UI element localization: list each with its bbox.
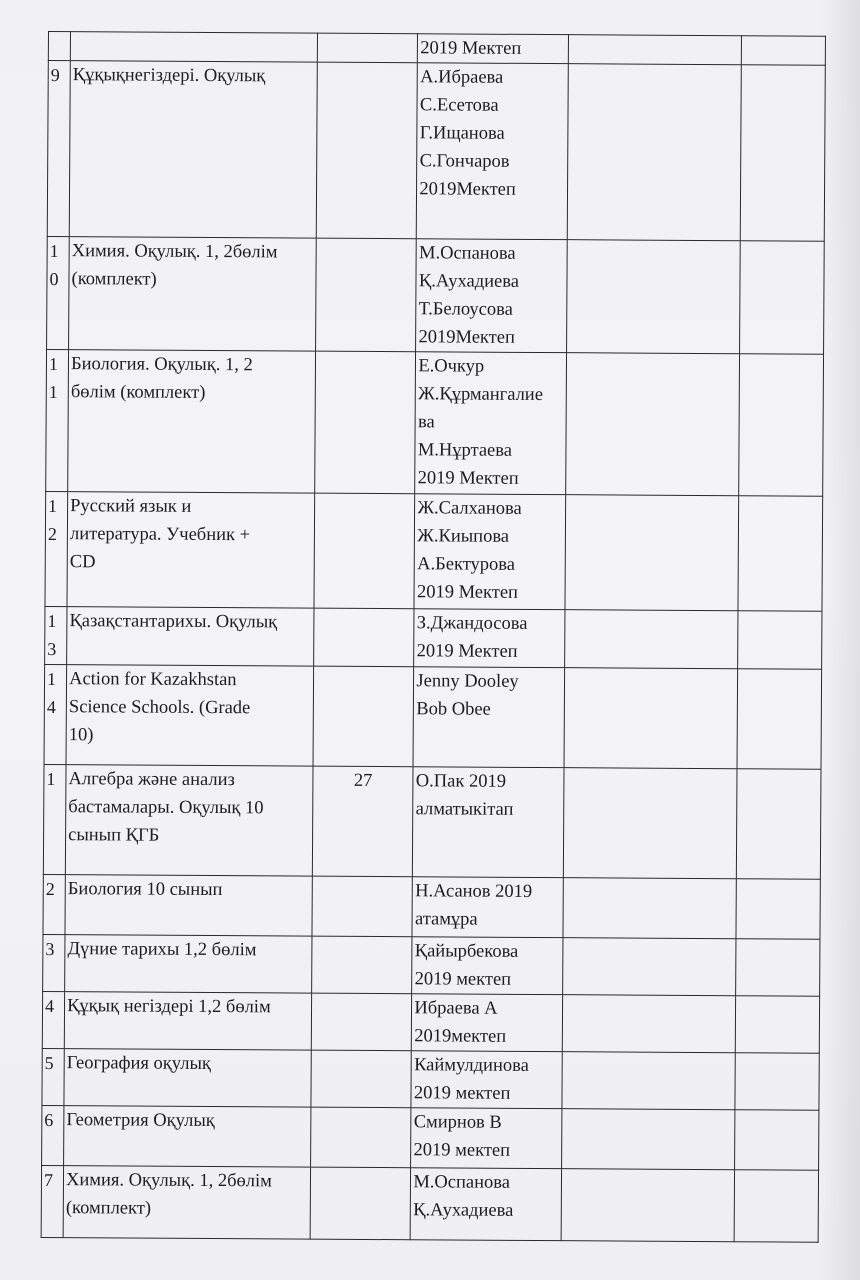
quantity: 27 xyxy=(312,766,413,877)
quantity xyxy=(311,993,412,1051)
empty-cell xyxy=(736,879,821,940)
book-title: Биология 10 сынып xyxy=(65,875,312,937)
row-number: 13 xyxy=(45,606,67,664)
book-title: Құқық негіздері 1,2 бөлім xyxy=(64,992,311,1051)
quantity xyxy=(312,876,413,937)
table-row xyxy=(41,1165,818,1242)
author-publisher: М.Оспанова Қ.Аухадиева Т.Белоусова 2019Мектеп xyxy=(416,239,567,353)
author-publisher: О.Пак 2019 алматыкітап xyxy=(413,767,564,878)
quantity xyxy=(314,493,415,609)
quantity xyxy=(313,666,414,767)
empty-cell xyxy=(736,769,821,880)
quantity xyxy=(315,351,416,494)
table-row xyxy=(47,236,825,354)
quantity xyxy=(312,936,413,994)
empty-cell xyxy=(563,768,736,879)
table-row xyxy=(43,934,820,996)
row-number: 12 xyxy=(45,491,68,606)
empty-cell xyxy=(561,1169,734,1242)
row-number: 7 xyxy=(41,1165,64,1237)
book-title: Русский язык и литература. Учебник + CD xyxy=(67,492,315,609)
table-row xyxy=(48,32,825,66)
empty-cell xyxy=(562,1109,735,1170)
empty-cell xyxy=(567,240,740,354)
empty-cell xyxy=(735,1053,820,1111)
empty-cell xyxy=(735,939,820,997)
table-row xyxy=(43,764,821,879)
page-edge-shadow xyxy=(820,0,860,1280)
quantity xyxy=(311,1107,412,1168)
table-row xyxy=(45,606,822,669)
author-publisher: Смирнов В 2019 мектеп xyxy=(411,1108,562,1169)
author-publisher: Е.Очкур Ж.Құрмангалие ва М.Нұртаева 2019 Мектеп xyxy=(415,352,566,495)
book-title: Геометрия Оқулық xyxy=(64,1106,311,1168)
empty-cell xyxy=(734,1110,819,1171)
table-row xyxy=(47,61,825,242)
author-publisher: Ж.Салханова Ж.Киыпова А.Бектурова 2019 Мектеп xyxy=(414,494,565,610)
empty-cell xyxy=(565,495,738,611)
book-title: Құқықнегіздері. Оқулық xyxy=(69,61,317,239)
row-number: 1 xyxy=(43,764,66,874)
empty-cell xyxy=(737,611,822,670)
empty-cell xyxy=(741,36,826,66)
empty-cell xyxy=(567,64,741,241)
row-number: 9 xyxy=(47,61,70,237)
author-publisher: 2019 Мектеп xyxy=(418,34,569,64)
empty-cell xyxy=(563,878,736,939)
book-title: Дүние тарихы 1,2 бөлім xyxy=(65,935,312,994)
quantity xyxy=(316,238,417,352)
empty-cell xyxy=(565,610,738,669)
table-row xyxy=(43,874,820,939)
table-row xyxy=(45,491,823,611)
empty-cell xyxy=(564,668,737,769)
row-number: 6 xyxy=(42,1105,64,1165)
empty-cell xyxy=(563,938,736,996)
empty-cell xyxy=(568,35,741,65)
quantity xyxy=(316,62,417,239)
quantity xyxy=(317,33,418,63)
book-title: География оқулық xyxy=(64,1049,311,1108)
author-publisher: Ибраева А 2019мектеп xyxy=(412,994,563,1052)
book-title: Химия. Оқулық. 1, 2бөлім (комплект) xyxy=(63,1166,310,1240)
author-publisher: А.Ибраева С.Есетова Г.Ищанова С.Гончаров 2019Мектеп xyxy=(417,63,569,240)
empty-cell xyxy=(562,1052,735,1110)
row-number: 11 xyxy=(46,349,69,491)
textbook-table xyxy=(41,31,826,1243)
table-row xyxy=(42,991,819,1053)
author-publisher: Каймулдинова 2019 мектеп xyxy=(411,1051,562,1109)
quantity xyxy=(314,608,415,667)
empty-cell xyxy=(738,354,823,497)
empty-cell xyxy=(735,996,820,1054)
table-row xyxy=(46,349,824,496)
table-row xyxy=(42,1048,819,1110)
quantity xyxy=(311,1050,412,1108)
row-number xyxy=(48,32,70,61)
book-title: Алгебра және анализ бастамалары. Оқулық 10 сынып ҚГБ xyxy=(65,765,313,877)
empty-cell xyxy=(739,241,824,355)
table-row xyxy=(44,664,822,769)
row-number: 10 xyxy=(47,236,70,349)
book-title: Қазақстантарихы. Оқулық xyxy=(67,607,314,667)
row-number: 5 xyxy=(42,1048,64,1105)
author-publisher: З.Джандосова 2019 Мектеп xyxy=(414,609,565,668)
author-publisher: Jenny Dooley Bob Obee xyxy=(413,667,564,768)
book-title: Action for Kazakhstan Science Schools. (Grade 10) xyxy=(66,665,314,767)
book-title xyxy=(70,32,317,63)
quantity xyxy=(310,1167,411,1240)
empty-cell xyxy=(566,353,740,496)
empty-cell xyxy=(734,1170,819,1243)
row-number: 4 xyxy=(42,991,64,1048)
row-number: 14 xyxy=(44,664,67,764)
author-publisher: Н.Асанов 2019 атамұра xyxy=(412,877,563,938)
author-publisher: Қайырбекова 2019 мектеп xyxy=(412,937,563,995)
empty-cell xyxy=(562,995,735,1053)
empty-cell xyxy=(740,65,825,242)
author-publisher: М.Оспанова Қ.Аухадиева xyxy=(411,1168,562,1241)
empty-cell xyxy=(737,669,822,770)
book-title: Биология. Оқулық. 1, 2 бөлім (комплект) xyxy=(68,350,316,494)
table-row xyxy=(42,1105,819,1170)
book-title: Химия. Оқулық. 1, 2бөлім (комплект) xyxy=(69,237,317,352)
row-number: 3 xyxy=(43,934,65,991)
empty-cell xyxy=(738,496,823,612)
row-number: 2 xyxy=(43,874,65,934)
